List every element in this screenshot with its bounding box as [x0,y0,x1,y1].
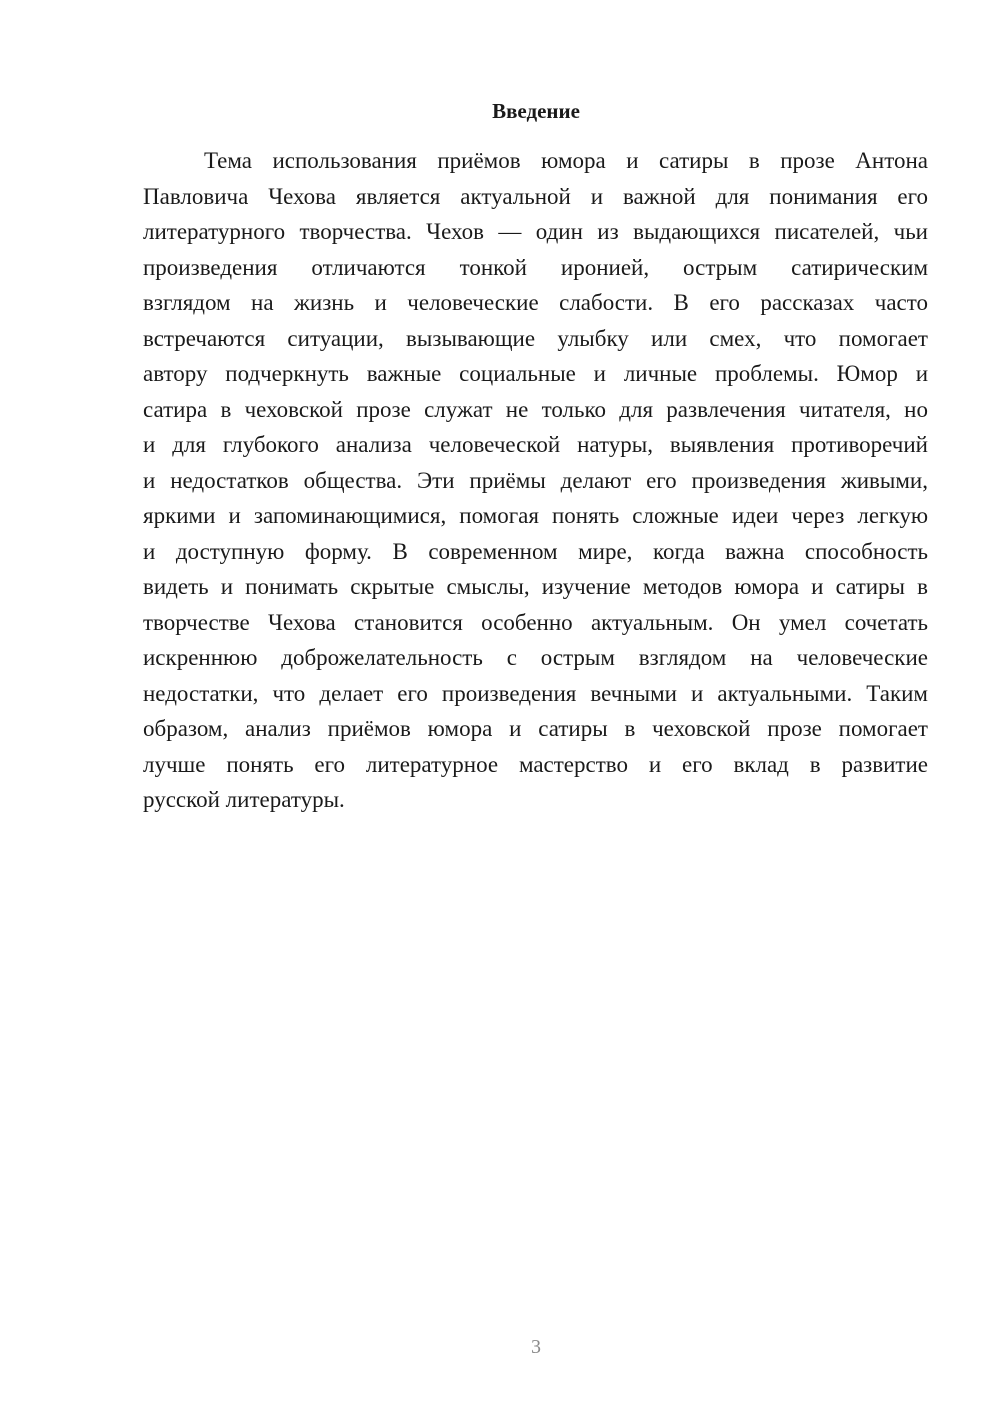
paragraph-line: творчестве Чехова становится особенно актуальным. Он умел сочетать [143,609,928,635]
paragraph-line: и для глубокого анализа человеческой натуры, выявления противоречий [143,432,928,457]
paragraph-line: Тема использования приёмов юмора и сатиры в прозе Антона [204,148,928,173]
paragraph-line: образом, анализ приёмов юмора и сатиры в чеховской прозе помогает [143,716,928,741]
paragraph-line: яркими и запоминающимися, помогая понять сложные идеи через легкую [143,503,928,528]
paragraph-line: русской литературы. [143,787,345,812]
page-number: 3 [531,1336,541,1358]
paragraph-line: искреннюю доброжелательность с острым взглядом на человеческие [143,645,928,670]
section-heading: Введение [492,99,580,123]
paragraph-line: и недостатков общества. Эти приёмы делают его произведения живыми, [143,467,928,493]
paragraph-line: видеть и понимать скрытые смыслы, изучение методов юмора и сатиры в [143,574,928,599]
introduction-paragraph [143,143,928,818]
paragraph-line: взглядом на жизнь и человеческие слабости. В его рассказах часто [143,290,928,315]
paragraph-line: лучше понять его литературное мастерство и его вклад в развитие [143,751,928,777]
paragraph-line: произведения отличаются тонкой иронией, острым сатирическим [143,254,928,280]
paragraph-line: недостатки, что делает его произведения вечными и актуальными. Таким [143,680,928,706]
paragraph-line: встречаются ситуации, вызывающие улыбку или смех, что помогает [143,325,928,351]
paragraph-line: и доступную форму. В современном мире, когда важна способность [143,538,928,564]
paragraph-line: автору подчеркнуть важные социальные и личные проблемы. Юмор и [143,361,928,386]
paragraph-line: литературного творчества. Чехов — один из выдающихся писателей, чьи [143,219,928,244]
paragraph-line: сатира в чеховской прозе служат не только для развлечения читателя, но [143,396,928,422]
paragraph-line: Павловича Чехова является актуальной и важной для понимания его [143,183,928,209]
